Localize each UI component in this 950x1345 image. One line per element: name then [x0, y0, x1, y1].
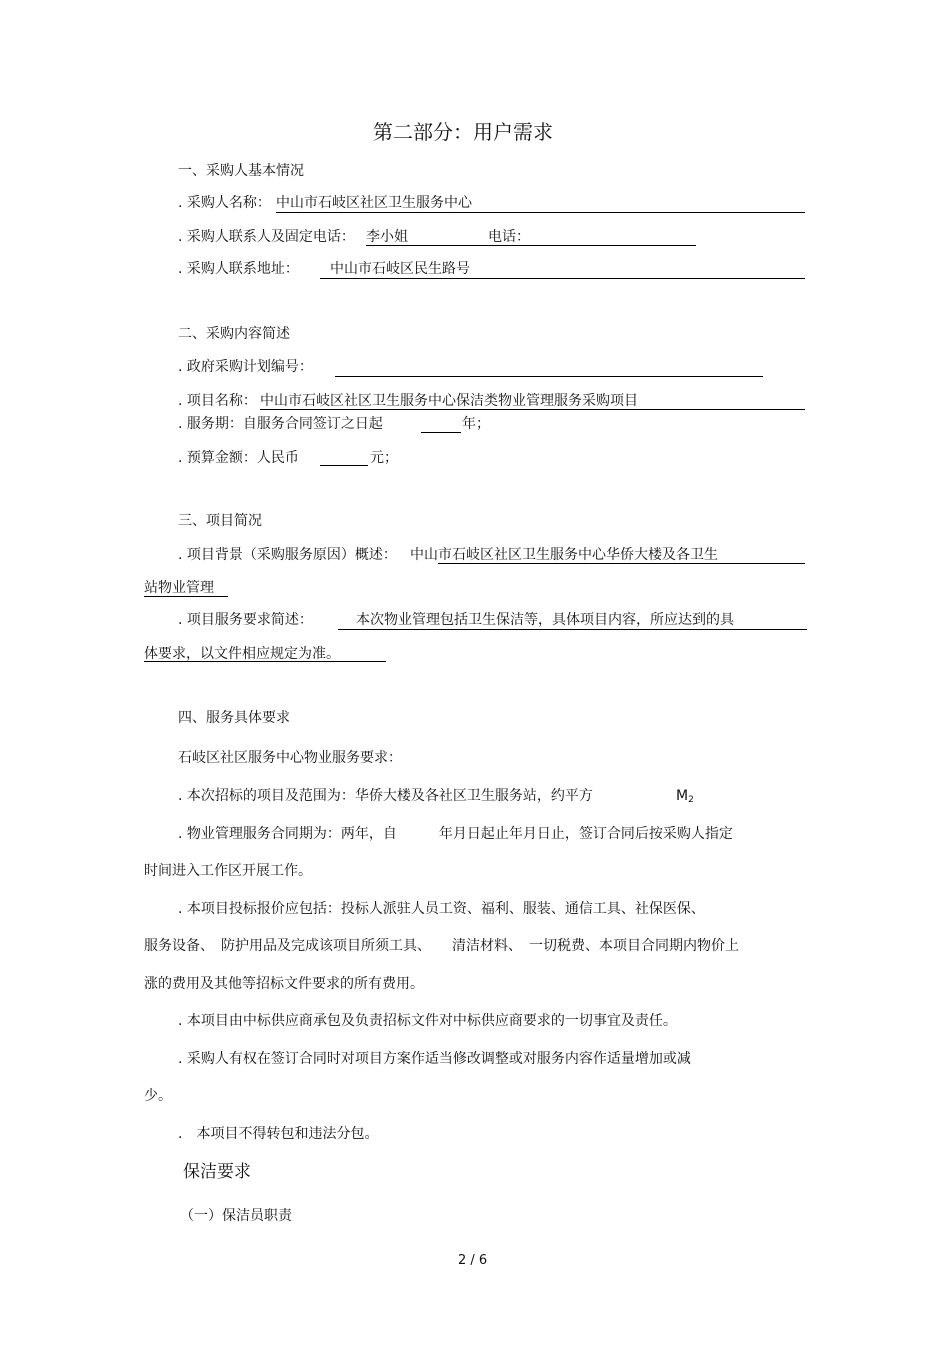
budget-label: . 预算金额：人民币	[178, 450, 299, 466]
buyer-address-underline	[320, 278, 805, 279]
item-5-line2: 少。	[144, 1088, 172, 1104]
cleaning-heading: 保洁要求	[183, 1162, 251, 1182]
project-name-value: 中山市石岐区社区卫生服务中心保洁类物业管理服务采购项目	[260, 393, 638, 409]
item-1: . 本次招标的项目及范围为：华侨大楼及各社区卫生服务站，约平方	[178, 788, 593, 804]
item-3-line1: . 本项目投标报价应包括：投标人派驻人员工资、福利、服装、通信工具、社保医保、	[178, 901, 705, 917]
section-4-intro: 石岐区社区服务中心物业服务要求：	[178, 750, 402, 766]
cleaning-subheading-1: （一）保洁员职责	[180, 1208, 292, 1224]
buyer-contact-label: . 采购人联系人及固定电话：	[178, 229, 355, 245]
item-6: . 本项目不得转包和违法分包。	[178, 1126, 379, 1142]
plan-number-label: . 政府采购计划编号：	[178, 359, 313, 375]
item-1-unit	[676, 787, 694, 809]
service-period-unit: 年；	[462, 416, 490, 432]
buyer-contact-underline	[366, 245, 696, 246]
project-name-underline	[260, 409, 805, 410]
service-period-underline	[421, 432, 461, 433]
item-3-line2: 服务设备、 防护用品及完成该项目所须工具、 清洁材料、 一切税费、本项目合同期内物价上	[144, 938, 739, 954]
section-1-heading: 一、采购人基本情况	[178, 163, 304, 179]
background-label: . 项目背景（采购服务原因）概述：	[178, 547, 397, 563]
buyer-address-label: . 采购人联系地址：	[178, 261, 299, 277]
item-5-line1: . 采购人有权在签订合同时对项目方案作适当修改调整或对服务内容作适量增加或减	[178, 1051, 691, 1067]
item-2-line2: 时间进入工作区开展工作。	[144, 863, 312, 879]
area-unit: M	[676, 788, 689, 804]
buyer-name-value: 中山市石岐区社区卫生服务中心	[276, 195, 472, 211]
section-3-heading: 三、项目简况	[178, 513, 262, 529]
item-4: . 本项目由中标供应商承包及负责招标文件对中标供应商要求的一切事宜及责任。	[178, 1013, 677, 1029]
buyer-phone-label: 电话：	[488, 229, 530, 245]
project-name-label: . 项目名称：	[178, 393, 257, 409]
budget-underline	[320, 465, 368, 466]
item-3-line3: 涨的费用及其他等招标文件要求的所有费用。	[144, 976, 424, 992]
plan-number-underline	[335, 376, 763, 377]
page-number: 2 / 6	[458, 1253, 488, 1268]
requirement-label: . 项目服务要求简述：	[178, 612, 313, 628]
background-value-line2: 站物业管理	[144, 580, 214, 596]
page-title: 第二部分：用户需求	[373, 120, 553, 144]
area-unit-superscript: 2	[688, 795, 694, 805]
requirement-value-line1: 本次物业管理包括卫生保洁等，具体项目内容，所应达到的具	[356, 612, 734, 628]
budget-unit: 元；	[370, 450, 398, 466]
background-underline-2	[144, 596, 228, 597]
requirement-underline-2	[144, 661, 386, 662]
buyer-name-underline	[276, 212, 805, 213]
section-4-heading: 四、服务具体要求	[178, 710, 290, 726]
section-2-heading: 二、采购内容简述	[178, 326, 290, 342]
buyer-name-label: . 采购人名称：	[178, 195, 271, 211]
buyer-contact-value: 李小姐	[366, 229, 408, 245]
background-underline-1	[438, 563, 805, 564]
item-2-line1: . 物业管理服务合同期为：两年，自 年月日起止年月日止，签订合同后按采购人指定	[178, 826, 733, 842]
requirement-underline-1	[338, 629, 807, 630]
requirement-value-line2: 体要求，以文件相应规定为准。	[144, 646, 340, 662]
service-period-label: . 服务期：自服务合同签订之日起	[178, 416, 383, 432]
background-value-line1: 中山市石岐区社区卫生服务中心华侨大楼及各卫生	[410, 547, 718, 563]
buyer-address-value: 中山市石岐区民生路号	[330, 261, 470, 277]
